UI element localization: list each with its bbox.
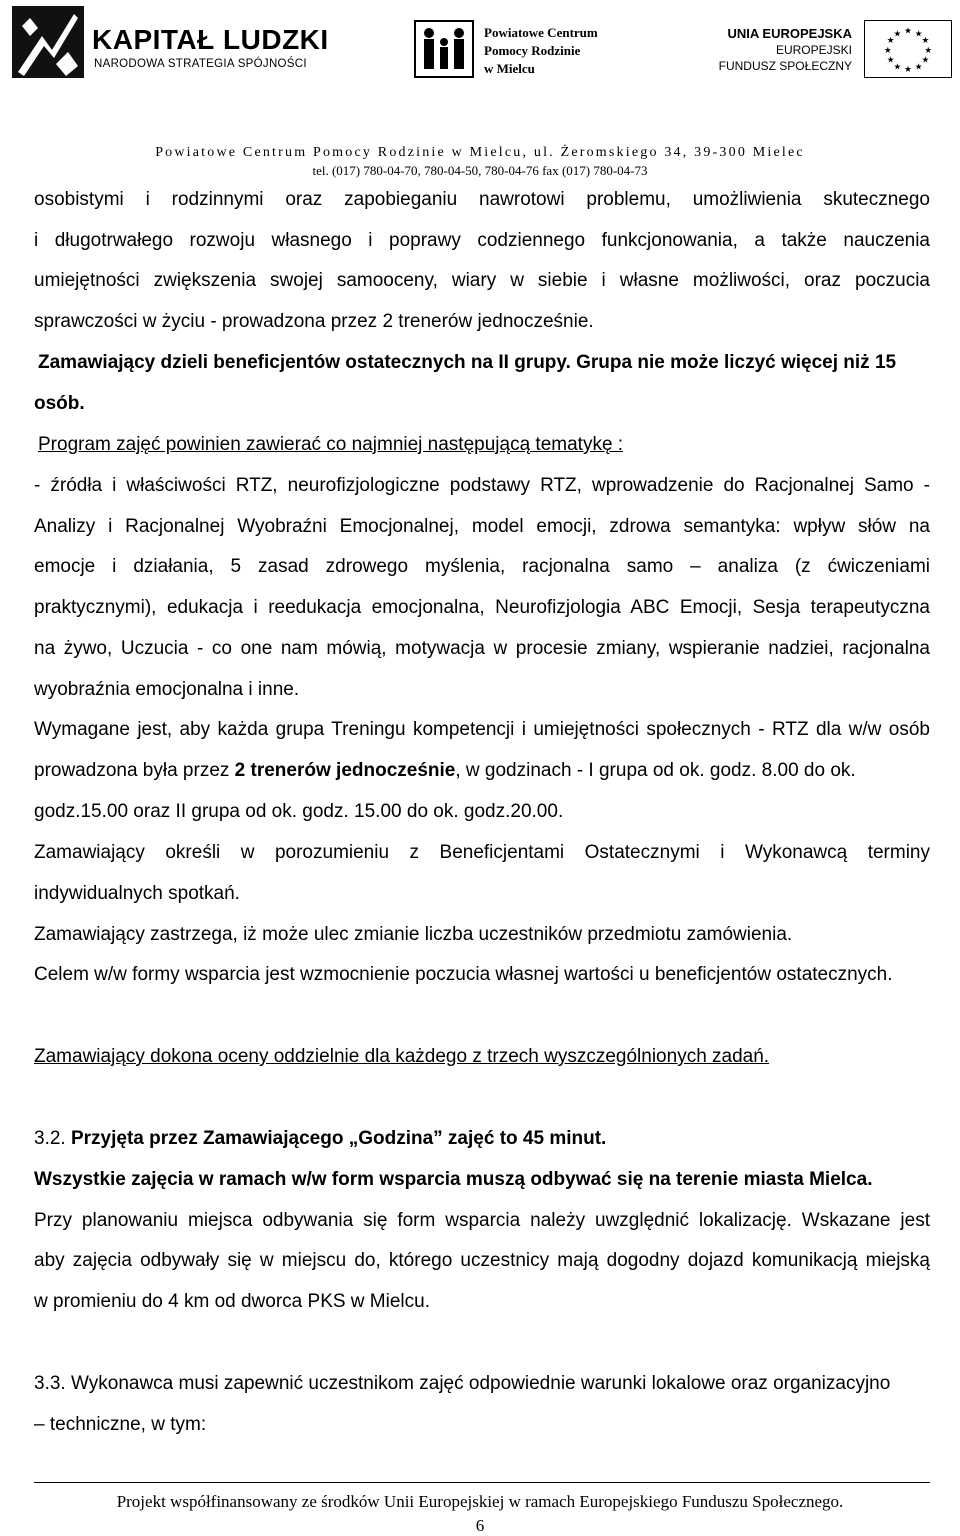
s32-line3: Przy planowaniu miejsca odbywania się form wsparcia należy uwzględnić lokalizację. Wskazane jest [34, 1210, 930, 1231]
address-line: Powiatowe Centrum Pomocy Rodzinie w Mielcu, ul. Żeromskiego 34, 39-300 Mielec [155, 145, 805, 160]
p1-line4: sprawczości w życiu - prowadzona przez 2 trenerów jednocześnie. [34, 311, 594, 332]
p3-line2-c: , w godzinach - I grupa od ok. godz. 8.00 do ok. [455, 760, 856, 781]
program-heading: Program zajęć powinien zawierać co najmniej następującą tematykę : [38, 434, 624, 455]
s32-line1 [34, 1127, 606, 1151]
p2-line4: praktycznymi), edukacja i reedukacja emocjonalna, Neurofizjologia ABC Emocji, Sesja terapeutyczna [34, 597, 930, 618]
p3-line2-bold: 2 trenerów jednocześnie [234, 760, 456, 781]
svg-text:★: ★ [893, 29, 902, 40]
eu-line1: UNIA EUROPEJSKA [727, 26, 852, 41]
s32-line2: Wszystkie zajęcia w ramach w/w form wsparcia muszą odbywać się na terenie miasta Mielca. [34, 1169, 873, 1190]
p4-line2: indywidualnych spotkań. [34, 883, 240, 904]
svg-text:★: ★ [921, 55, 930, 66]
family-icon [414, 20, 474, 78]
svg-text:★: ★ [904, 65, 912, 76]
p7: Zamawiający dokona oceny oddzielnie dla każdego z trzech wyszczególnionych zadań. [34, 1046, 770, 1067]
p2-line1: - źródła i właściwości RTZ, neurofizjologiczne podstawy RTZ, wprowadzenie do Racjonalnej Samo - [34, 475, 930, 496]
kapital-ludzki-logo [12, 6, 329, 78]
eu-line3: FUNDUSZ SPOŁECZNY [718, 59, 852, 73]
p1-line2: i długotrwałego rozwoju własnego i poprawy codziennego funkcjonowania, a także nauczenia [34, 230, 930, 251]
p2-line2: Analizy i Racjonalnej Wyobraźni Emocjonalnej, model emocji, zdrowa semantyka: wpływ słów na [34, 516, 930, 537]
eu-logo [718, 20, 952, 80]
p4-line1: Zamawiający określi w porozumieniu z Beneficjentami Ostatecznymi i Wykonawcą terminy [34, 842, 930, 863]
phone-line: tel. (017) 780-04-70, 780-04-50, 780-04-76 fax (017) 780-04-73 [312, 163, 648, 178]
p3-line3: godz.15.00 oraz II grupa od ok. godz. 15.00 do ok. godz.20.00. [34, 801, 564, 822]
svg-text:★: ★ [914, 62, 923, 73]
s33-line2: – techniczne, w tym: [34, 1414, 207, 1435]
eu-text [719, 26, 852, 74]
page-number: 6 [475, 1516, 485, 1535]
kapital-ludzki-subtitle: NARODOWA STRATEGIA SPÓJNOŚCI [94, 58, 307, 70]
s33-text: Wykonawca musi zapewnić uczestnikom zajęć odpowiednie warunki lokalowe oraz organizacyjno [65, 1373, 891, 1394]
pcpr-name [484, 24, 598, 78]
svg-text:★: ★ [904, 26, 912, 37]
p2-line5: na żywo, Uczucia - co one nam mówią, motywacja w procesie zmiany, wspieranie nadziei, racjonalna [34, 638, 930, 659]
groups-note-line2: osób. [34, 393, 85, 414]
p2-line3: emocje i działania, 5 zasad zdrowego myślenia, racjonalna samo – analiza (z ćwiczeniami [34, 556, 930, 577]
page-header [0, 0, 960, 190]
eu-stars-icon [864, 20, 952, 78]
footer-divider [34, 1482, 930, 1483]
p3-line2 [34, 759, 856, 783]
s33-line1 [34, 1372, 890, 1396]
kapital-ludzki-title: KAPITAŁ LUDZKI [92, 24, 329, 55]
pcpr-line2: Pomocy Rodzinie [484, 43, 581, 58]
s32-line4: aby zajęcia odbywały się w miejscu do, którego uczestnicy mają dogodny dojazd komunikacją miejską [34, 1250, 930, 1271]
p3-line2-a: prowadzona była przez [34, 760, 235, 781]
pcpr-line1: Powiatowe Centrum [484, 25, 598, 40]
svg-text:★: ★ [914, 29, 923, 40]
svg-text:★: ★ [921, 36, 930, 47]
p6: Celem w/w formy wsparcia jest wzmocnienie poczucia własnej wartości u beneficjentów ostatecznych. [34, 964, 893, 985]
pcpr-line3: w Mielcu [484, 61, 535, 76]
p1-line1: osobistymi i rodzinnymi oraz zapobieganiu nawrotowi problemu, umożliwienia skutecznego [34, 189, 930, 210]
p3-line1: Wymagane jest, aby każda grupa Treningu kompetencji i umiejętności społecznych - RTZ dla w/w osób [34, 719, 930, 740]
s32-line5: w promieniu do 4 km od dworca PKS w Mielcu. [34, 1291, 430, 1312]
svg-text:★: ★ [893, 62, 902, 73]
eu-line2: EUROPEJSKI [775, 43, 852, 57]
p1-line3: umiejętności zwiększenia swojej samooceny, wiary w siebie i własne możliwości, oraz poczucia [34, 270, 930, 291]
s32-number: 3.2. [34, 1128, 71, 1149]
kapital-ludzki-flag-icon [12, 6, 84, 78]
s33-number: 3.3. [34, 1373, 66, 1394]
footer-text: Projekt współfinansowany ze środków Unii Europejskiej w ramach Europejskiego Funduszu Społecznego. [116, 1492, 844, 1511]
s32-title: Przyjęta przez Zamawiającego „Godzina” zajęć to 45 minut. [70, 1128, 607, 1149]
svg-text:★: ★ [886, 36, 895, 47]
groups-note-line1: Zamawiający dzieli beneficjentów ostatecznych na II grupy. Grupa nie może liczyć więcej niż 15 [38, 352, 897, 373]
svg-text:★: ★ [924, 45, 933, 56]
p2-line6: wyobraźnia emocjonalna i inne. [34, 679, 300, 700]
svg-text:★: ★ [883, 45, 892, 56]
pcpr-logo [414, 20, 624, 82]
p5: Zamawiający zastrzega, iż może ulec zmianie liczba uczestników przedmiotu zamówienia. [34, 924, 793, 945]
svg-text:★: ★ [886, 55, 895, 66]
